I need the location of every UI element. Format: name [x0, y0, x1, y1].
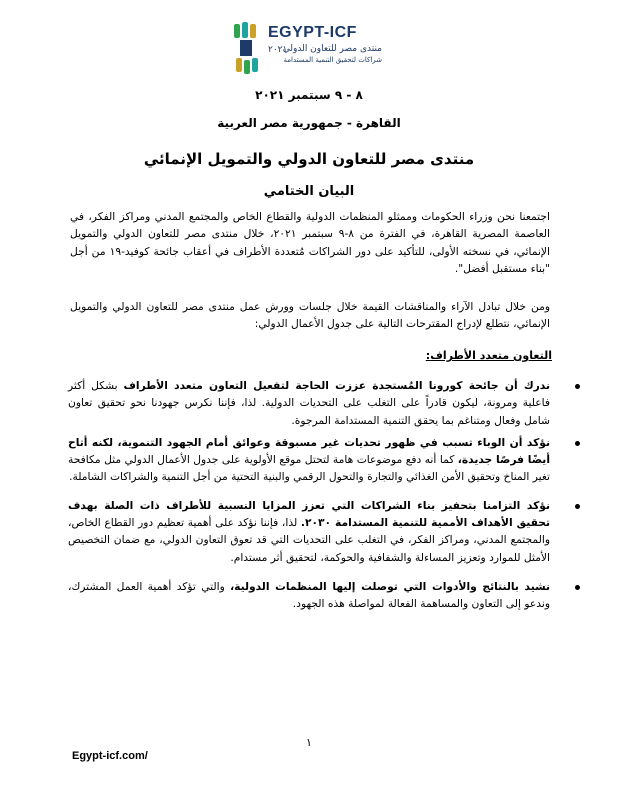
event-location: القاهرة - جمهورية مصر العربية — [217, 116, 401, 130]
logo-year: ٢٠٢١ — [268, 45, 288, 55]
logo-tagline: شراكات لتحقيق التنمية المستدامة — [283, 56, 382, 64]
bullet-text: والتي تؤكد أهمية العمل المشترك، وندعو إلى التعاون والمساهمة الفعالة لمواصلة هذه الجهود. — [68, 579, 550, 611]
bullet-icon — [575, 441, 580, 446]
list-item — [68, 578, 550, 613]
intro-paragraph-1: اجتمعنا نحن وزراء الحكومات وممثلو المنظمات الدولية والقطاع الخاص والمجتمع المدني ومراكز الفكر، في العاصمة المصرية القاهرة، في الفترة من ٨-٩ سبتمبر ٢٠٢١، خلال منتدى مصر للتعاون الدولي والتمويل الإنمائي، في نسخته الأولى، للتأكيد على دور الشراكات مُتعددة الأطراف في أعقاب جائحة كوفيد-١٩ من أجل "بناء مستقبل أفضل". — [70, 210, 550, 275]
bullet-icon — [575, 585, 580, 590]
bullet-list — [68, 377, 550, 613]
event-date: ٨ - ٩ سبتمبر ٢٠٢١ — [255, 88, 363, 102]
section-heading: التعاون متعدد الأطراف: — [425, 349, 552, 362]
egypt-icf-logo — [232, 20, 382, 78]
bullet-text: لذا، فإننا نؤكد على أهمية تعظيم دور القطاع الخاص، والمجتمع المدني، ومراكز الفكر، في التغلب على التحديات التي قد تعوق التعاون الدولي، مع ضمان التخصيص الأمثل للموارد وتعزيز المساءلة والشفافية والحوكمة، لتحقيق أثر مستدام. — [68, 516, 550, 564]
list-item — [68, 434, 550, 486]
intro-paragraph-2: ومن خلال تبادل الآراء والمناقشات القيمة خلال جلسات وورش عمل منتدى مصر للتعاون الدولي والتمويل الإنمائي، نتطلع لإدراج المقترحات التالية على جدول الأعمال الدولي: — [70, 300, 550, 331]
bullet-icon — [575, 384, 580, 389]
logo-arabic-name: منتدى مصر للتعاون الدولي — [282, 44, 382, 54]
bullet-bold-text: نشيد بالنتائج والأدوات التي توصلت إليها المنظمات الدولية، — [230, 579, 550, 593]
footer-url: Egypt-icf.com/ — [72, 750, 148, 762]
list-item — [68, 377, 550, 429]
bullet-icon — [575, 504, 580, 509]
bullet-bold-text: ندرك أن جائحة كورونا المُستجدة عززت الحاجة لتفعيل التعاون متعدد الأطراف — [123, 379, 550, 392]
list-item — [68, 497, 550, 566]
page-number: ١ — [306, 736, 312, 749]
document-subtitle: البيان الختامي — [263, 184, 355, 199]
bullet-text: بشكل أكثر فاعلية ومرونة، ليكون قادراً على التغلب على التحديات الدولية. لذا، فإننا نكرس جهودنا نحو تحقيق تعاون شامل وفعال ومتناغم بما يحقق التنمية المستدامة المرجوة. — [68, 379, 550, 427]
document-title: منتدى مصر للتعاون الدولي والتمويل الإنمائي — [143, 150, 475, 168]
bullet-bold-text: نؤكد التزامنا بتحفيز بناء الشراكات التي تعزز المزايا النسبية للأطراف ذات الصلة بهدف تحقيق الأهداف الأممية للتنمية المستدامة ٢٠٣٠. — [68, 498, 550, 530]
logo-mark-icon — [232, 22, 264, 74]
logo-name: EGYPT-ICF — [268, 24, 357, 41]
bullet-text: كما أنه دفع موضوعات هامة لتحتل موقع الأولوية على جدول الأعمال الدولي مثل مكافحة تغير المناخ وتحقيق الأمن الغذائي والتجارة والتحول الرقمي والبنية التحتية من أجل التنمية والشراكات الشاملة. — [68, 453, 550, 484]
bullet-bold-text: نؤكد أن الوباء تسبب في ظهور تحديات غير مسبوقة وعوائق أمام الجهود التنموية، لكنه أتاح أيضًا فرصًا جديدة، — [68, 435, 550, 467]
